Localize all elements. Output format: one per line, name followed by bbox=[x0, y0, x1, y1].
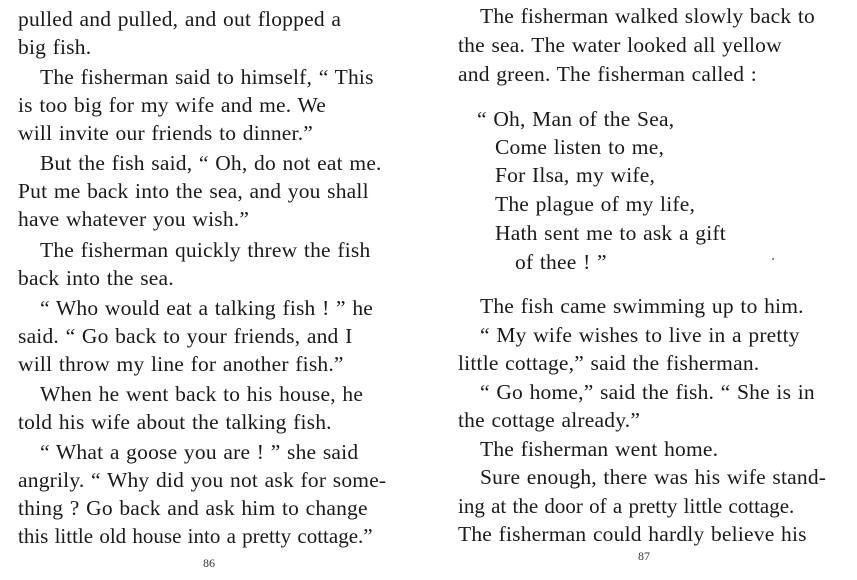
text-line: The fisherman walked slowly back to bbox=[480, 4, 816, 28]
poem-line: Hath sent me to ask a gift bbox=[495, 221, 726, 245]
text-line: little cottage,” said the fisherman. bbox=[458, 351, 760, 375]
text-line: the sea. The water looked all yellow bbox=[458, 33, 782, 57]
text-line: “ My wife wishes to live in a pretty bbox=[480, 323, 800, 347]
text-line: pulled and pulled, and out flopped a bbox=[18, 7, 342, 31]
text-line: the cottage already.” bbox=[458, 408, 641, 432]
text-line: “ Go home,” said the fish. “ She is in bbox=[480, 380, 815, 404]
poem-line: The plague of my life, bbox=[495, 192, 696, 216]
text-line: The fish came swimming up to him. bbox=[480, 294, 804, 318]
text-line: is too big for my wife and me. We bbox=[18, 93, 327, 117]
text-line: will invite our friends to dinner.” bbox=[18, 121, 314, 145]
text-line: said. “ Go back to your friends, and I bbox=[18, 324, 353, 348]
text-line: ing at the door of a pretty little cottage. bbox=[458, 494, 795, 518]
text-line: The fisherman quickly threw the fish bbox=[40, 238, 371, 262]
text-line: will throw my line for another fish.” bbox=[18, 352, 344, 376]
ink-speck bbox=[772, 258, 774, 260]
page-number: 87 bbox=[638, 549, 650, 563]
text-line: angrily. “ Why did you not ask for some- bbox=[18, 468, 387, 492]
poem-line: For Ilsa, my wife, bbox=[495, 163, 656, 187]
poem-line: of thee ! ” bbox=[515, 250, 607, 274]
text-line: this little old house into a pretty cottage.” bbox=[18, 524, 373, 548]
text-line: The fisherman went home. bbox=[480, 437, 719, 461]
gutter bbox=[420, 0, 440, 580]
page-number: 86 bbox=[203, 556, 215, 570]
text-line: have whatever you wish.” bbox=[18, 207, 250, 231]
text-line: Put me back into the sea, and you shall bbox=[18, 179, 369, 203]
text-line: “ Who would eat a talking fish ! ” he bbox=[40, 296, 374, 320]
text-line: When he went back to his house, he bbox=[40, 382, 364, 406]
text-line: The fisherman could hardly believe his bbox=[458, 522, 807, 546]
left-page bbox=[0, 0, 420, 580]
text-line: The fisherman said to himself, “ This bbox=[40, 65, 374, 89]
text-line: But the fish said, “ Oh, do not eat me. bbox=[40, 151, 382, 175]
text-line: back into the sea. bbox=[18, 266, 174, 290]
text-line: big fish. bbox=[18, 35, 92, 59]
text-line: told his wife about the talking fish. bbox=[18, 410, 332, 434]
text-line: and green. The fisherman called : bbox=[458, 62, 757, 86]
text-line: thing ? Go back and ask him to change bbox=[18, 496, 368, 520]
text-line: Sure enough, there was his wife stand- bbox=[480, 465, 827, 489]
poem-line: “ Oh, Man of the Sea, bbox=[477, 107, 675, 131]
poem-line: Come listen to me, bbox=[495, 135, 665, 159]
right-page bbox=[440, 0, 857, 580]
text-line: “ What a goose you are ! ” she said bbox=[40, 440, 359, 464]
